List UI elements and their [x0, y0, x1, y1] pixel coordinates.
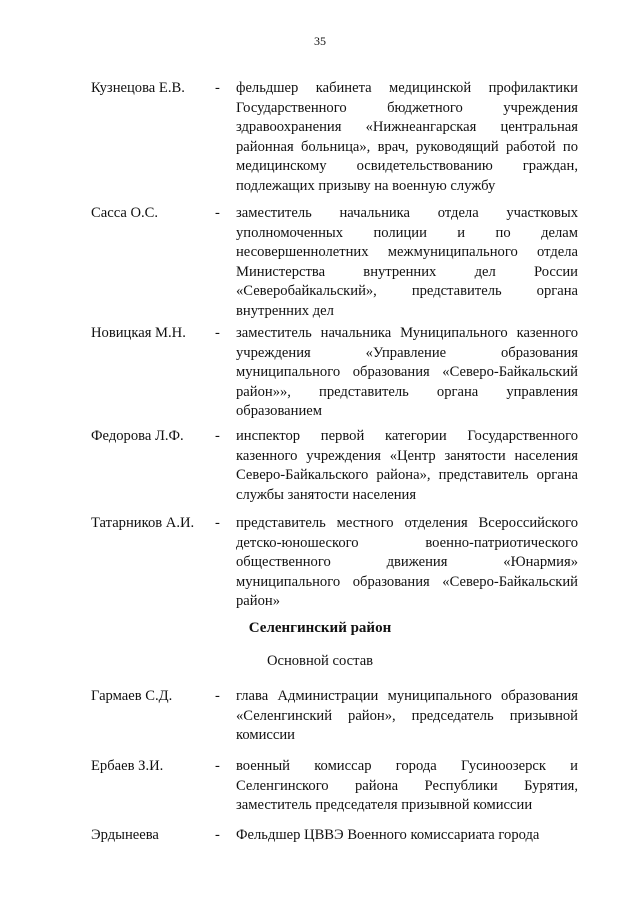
- member-position: глава Администрации муниципального образования «Селенгинский район», председатель призывной комиссии: [236, 688, 578, 743]
- member-position: заместитель начальника Муниципального казенного учреждения «Управление образования муниципального образования «Северо-Байкальский район»», представитель органа управления образованием: [236, 325, 578, 419]
- member-name: Кузнецова Е.В.: [91, 80, 185, 96]
- section-title: Селенгинский район: [248, 620, 392, 636]
- entry-dash: -: [215, 515, 220, 531]
- entry-dash: -: [215, 428, 220, 444]
- entry-dash: -: [215, 205, 220, 221]
- entry-dash: -: [215, 758, 220, 774]
- member-position: представитель местного отделения Всероссийского детско-юношеского военно-патриотического общественного движения «Юнармия» муниципального образования «Северо-Байкальский район»: [236, 515, 578, 609]
- page-number: 35: [314, 34, 326, 48]
- member-name: Гармаев С.Д.: [91, 688, 173, 704]
- member-position: фельдшер кабинета медицинской профилактики Государственного бюджетного учреждения здравоохранения «Нижнеангарская центральная районная больница», врач, руководящий работой по медицинскому освидетельствованию граждан, подлежащих призыву на военную службу: [236, 80, 578, 194]
- subsection-title: Основной состав: [266, 653, 374, 669]
- entry-dash: -: [215, 80, 220, 96]
- member-name: Сасса О.С.: [91, 205, 159, 221]
- member-position: военный комиссар города Гусиноозерск и Селенгинского района Республики Бурятия, заместитель председателя призывной комиссии: [236, 758, 578, 813]
- member-name: Ербаев З.И.: [91, 758, 164, 774]
- entry-dash: -: [215, 827, 220, 843]
- member-name: Федорова Л.Ф.: [91, 428, 184, 444]
- member-position: Фельдшер ЦВВЭ Военного комиссариата города: [236, 827, 540, 843]
- member-name: Новицкая М.Н.: [91, 325, 186, 341]
- entry-dash: -: [215, 688, 220, 704]
- member-position: инспектор первой категории Государственного казенного учреждения «Центр занятости населения Северо-Байкальского района», представитель органа службы занятости населения: [236, 428, 578, 503]
- entry-dash: -: [215, 325, 220, 341]
- member-position: заместитель начальника отдела участковых уполномоченных полиции и по делам несовершеннолетних межмуниципального отдела Министерства внутренних дел России «Северобайкальский», представитель органа внутренних дел: [236, 205, 578, 319]
- member-name: Эрдынеева: [91, 827, 159, 843]
- member-name: Татарников А.И.: [91, 515, 195, 531]
